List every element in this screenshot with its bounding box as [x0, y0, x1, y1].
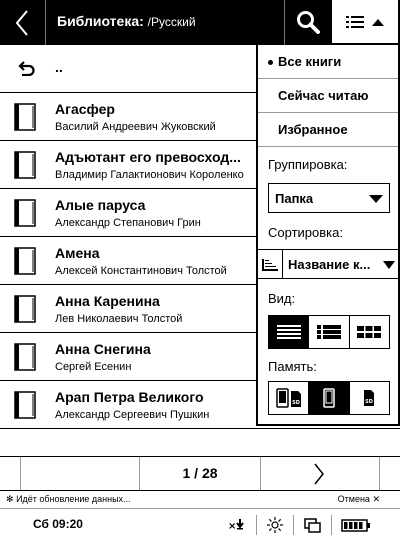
- device-icon: [323, 388, 335, 408]
- update-message-text: Идёт обновление данных...: [16, 494, 131, 504]
- grouping-label: Группировка:: [268, 157, 348, 172]
- page-title: [57, 13, 196, 29]
- book-title: Адъютант его превосход...: [55, 149, 241, 165]
- svg-text:SD: SD: [291, 400, 300, 406]
- chevron-down-icon: [383, 261, 395, 269]
- book-icon: [14, 343, 36, 371]
- svg-text:×: ×: [228, 521, 237, 532]
- memory-selector: [268, 381, 390, 415]
- memory-internal-button[interactable]: [309, 382, 349, 414]
- task-switcher-icon[interactable]: [303, 515, 323, 535]
- book-icon: [14, 199, 36, 227]
- clock: Сб 09:20: [33, 517, 83, 531]
- list-view-icon: [277, 325, 301, 339]
- prev-page-button[interactable]: [20, 457, 140, 490]
- book-author: Алексей Константинович Толстой: [55, 265, 227, 277]
- book-title: Анна Снегина: [55, 341, 151, 357]
- next-page-button[interactable]: [260, 457, 380, 490]
- grid-view-icon: [357, 326, 381, 338]
- status-divider: [331, 515, 332, 535]
- status-divider: [293, 515, 294, 535]
- sort-order-icon: [262, 259, 278, 271]
- menu-toggle-button[interactable]: [330, 0, 400, 45]
- view-grid-button[interactable]: [350, 316, 389, 348]
- memory-all-button[interactable]: [269, 382, 309, 414]
- menu-item-reading-now[interactable]: [258, 79, 398, 113]
- view-label: Вид:: [268, 291, 296, 306]
- book-author: Лев Николаевич Толстой: [55, 313, 183, 325]
- detailed-list-icon: [317, 325, 341, 339]
- wifi-off-download-icon[interactable]: [228, 515, 248, 535]
- sort-divider: [282, 250, 283, 278]
- book-icon: [14, 103, 36, 131]
- cancel-label: Отмена: [337, 494, 370, 504]
- book-author: Владимир Галактионович Короленко: [55, 169, 244, 181]
- sorting-value: Название к...: [288, 257, 371, 272]
- book-icon: [14, 247, 36, 275]
- frontlight-icon[interactable]: [265, 515, 285, 535]
- book-title: Алые паруса: [55, 197, 146, 213]
- list-menu-icon: [346, 15, 388, 29]
- book-title: Арап Петра Великого: [55, 389, 204, 405]
- book-icon: [14, 151, 36, 179]
- sorting-label: Сортировка:: [268, 225, 343, 240]
- system-status-bar: [0, 508, 400, 540]
- search-icon: [296, 10, 320, 34]
- update-message: [6, 494, 131, 505]
- memory-sd-button[interactable]: [350, 382, 389, 414]
- menu-item-favorites[interactable]: [258, 113, 398, 147]
- chevron-down-icon: [369, 195, 383, 203]
- memory-label: Память:: [268, 359, 317, 374]
- grouping-select[interactable]: [268, 183, 390, 213]
- chevron-right-icon: [314, 463, 324, 485]
- menu-item-label: Все книги: [278, 54, 342, 69]
- book-title: Агасфер: [55, 101, 115, 117]
- sd-card-icon: [363, 389, 375, 407]
- menu-item-label: Сейчас читаю: [278, 88, 369, 103]
- back-button[interactable]: [0, 0, 46, 45]
- chevron-left-icon: [15, 10, 29, 36]
- header-bar: [0, 0, 400, 45]
- battery-icon[interactable]: [341, 515, 371, 535]
- book-author: Сергей Есенин: [55, 361, 132, 373]
- device-and-sd-icon: [276, 388, 302, 408]
- book-author: Александр Сергеевич Пушкин: [55, 409, 210, 421]
- book-title: Анна Каренина: [55, 293, 160, 309]
- title-path: /Русский: [147, 15, 196, 29]
- book-author: Василий Андреевич Жуковский: [55, 121, 216, 133]
- sorting-select[interactable]: [258, 249, 398, 279]
- book-icon: [14, 391, 36, 419]
- status-divider: [256, 515, 257, 535]
- view-detailed-list-button[interactable]: [309, 316, 349, 348]
- close-icon: ✕: [372, 494, 380, 504]
- cancel-update-button[interactable]: [338, 494, 380, 505]
- pagination-bar: [0, 456, 400, 490]
- library-menu-panel: [256, 45, 400, 426]
- update-status-bar: [0, 490, 400, 508]
- view-list-button[interactable]: [269, 316, 309, 348]
- search-button[interactable]: [284, 0, 330, 45]
- menu-item-label: Избранное: [278, 122, 348, 137]
- view-mode-selector: [268, 315, 390, 349]
- title-label: Библиотека:: [57, 13, 144, 29]
- selected-dot-icon: [268, 60, 273, 65]
- return-up-icon: [18, 60, 36, 76]
- svg-text:SD: SD: [365, 399, 374, 405]
- page-indicator[interactable]: 1 / 28: [182, 465, 218, 481]
- grouping-value: Папка: [275, 191, 314, 206]
- book-title: Амена: [55, 245, 100, 261]
- book-author: Александр Степанович Грин: [55, 217, 201, 229]
- parent-folder-label: ..: [55, 59, 63, 75]
- book-icon: [14, 295, 36, 323]
- spinner-icon: ✻: [6, 494, 14, 504]
- menu-item-all-books[interactable]: [258, 45, 398, 79]
